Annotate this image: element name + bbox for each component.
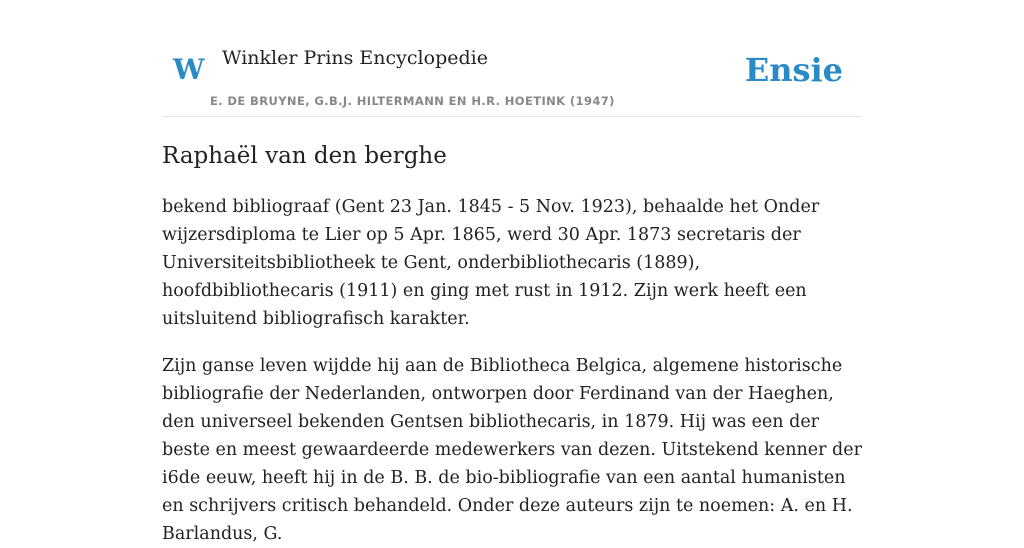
article-paragraph: Zijn ganse leven wijdde hij aan de Bibliotheca Belgica, algemene historische bibliografie der Nederlanden, ontworpen door Ferdinand van der Haeghen, den universeel bekenden Gentsen bibliothecaris, in 1879. Hij was een der beste en meest gewaardeerde medewerkers van dezen. Uitstekend kenner der i6de eeuw, heeft hij in de B. B. de bio-bibliografie van een aantal humanisten en schrijvers critisch behandeld. Onder deze auteurs zijn te noemen: A. en H. Barlandus, G. (162, 356, 862, 544)
brand-logo[interactable]: Ensie (744, 51, 843, 89)
publication-authors: E. DE BRUYNE, G.B.J. HILTERMANN EN H.R. HOETINK (1947) (210, 94, 615, 108)
article-title: Raphaël van den berghe (162, 143, 447, 169)
site-logo-icon[interactable]: W (173, 53, 205, 86)
publication-title[interactable]: Winkler Prins Encyclopedie (222, 47, 488, 69)
header (162, 0, 862, 117)
page (162, 0, 862, 548)
article-paragraph: bekend bibliograaf (Gent 23 Jan. 1845 - 5 Nov. 1923), behaalde het Onder wijzersdiploma te Lier op 5 Apr. 1865, werd 30 Apr. 1873 secretaris der Universiteitsbibliotheek te Gent, onderbibliothecaris (1889), hoofdbibliothecaris (1911) en ging met rust in 1912. Zijn werk heeft een uitsluitend bibliografisch karakter. (162, 197, 820, 329)
